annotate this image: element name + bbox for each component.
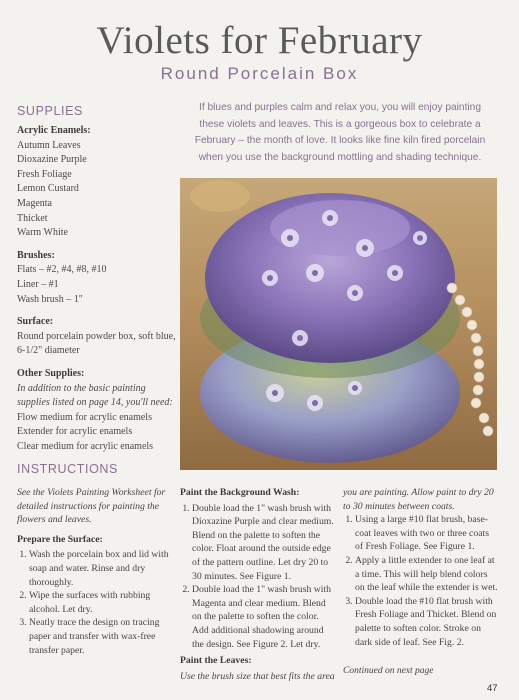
supplies-heading: SUPPLIES: [17, 104, 83, 118]
list-item: Extender for acrylic enamels: [17, 426, 133, 438]
supplies-list: [17, 124, 177, 454]
leaves-step: 1. Using a large #10 flat brush, base-coat leaves with two or three coats of Fresh Foliage. See Figure 1.: [355, 513, 498, 554]
list-item: Fresh Foliage: [17, 168, 72, 180]
other-supplies-note: In addition to the basic painting supplies listed on page 14, you'll need:: [17, 382, 173, 409]
wash-step: 1. Double load the 1" wash brush with Dioxazine Purple and clear medium. Blend on the palette to soften the color. Float around the outside edge of the pattern outline. Let dry 20 to 30 minutes. See Figure 1.: [192, 502, 335, 584]
prepare-heading: Prepare the Surface:: [17, 533, 103, 545]
brushes-heading: Brushes:: [17, 249, 55, 261]
wash-heading: Paint the Background Wash:: [180, 487, 300, 498]
list-item: Flow medium for acrylic enamels: [17, 411, 152, 423]
list-item: Flats – #2, #4, #8, #10: [17, 264, 107, 276]
list-item: Dioxazine Purple: [17, 154, 87, 166]
leaves-step: 3. Double load the #10 flat brush with Fresh Foliage and Thicket. Blend on palette to soften color. Stroke on dark side of leaf. See Fig. 2.: [355, 595, 498, 649]
page-subtitle: Round Porcelain Box: [160, 64, 359, 83]
other-supplies-heading: Other Supplies:: [17, 367, 85, 379]
list-item: Wash brush – 1": [17, 293, 83, 305]
surface-text: Round porcelain powder box, soft blue, 6-1/2" diameter: [17, 330, 176, 357]
acrylic-heading: Acrylic Enamels:: [17, 125, 91, 136]
prepare-step: 3. Neatly trace the design on tracing paper and transfer with wax-free transfer paper.: [29, 616, 169, 657]
instructions-column-2: [180, 486, 335, 651]
leaves-heading: Paint the Leaves:: [180, 655, 252, 666]
list-item: Lemon Custard: [17, 183, 79, 195]
instructions-heading: INSTRUCTIONS: [17, 462, 118, 476]
wash-step: 2. Double load the 1" wash brush with Magenta and clear medium. Blend on the palette to soften the color. Add additional shadowing around the design. See Figure 2. Let dry.: [192, 583, 335, 651]
leaves-note-continued: you are painting. Allow paint to dry 20 to 30 minutes between coats.: [343, 487, 494, 512]
page-title: Violets for February: [96, 19, 423, 62]
list-item: Magenta: [17, 197, 52, 209]
continued-note: Continued on next page: [343, 666, 434, 676]
leaves-section: [180, 654, 340, 683]
leaves-note: Use the brush size that best fits the area: [180, 670, 335, 682]
list-item: Autumn Leaves: [17, 139, 81, 151]
violet-box-illustration: [180, 178, 497, 470]
worksheet-note: See the Violets Painting Worksheet for detailed instructions for painting the flowers and leaves.: [17, 487, 166, 526]
porcelain-box-photo: [180, 178, 497, 470]
instructions-column-3: [343, 486, 498, 649]
list-item: Clear medium for acrylic enamels: [17, 440, 154, 452]
prepare-step: 2. Wipe the surfaces with rubbing alcohol. Let dry.: [29, 589, 169, 616]
leaves-step: 2. Apply a little extender to one leaf at a time. This will help blend colors on the leaf while the extender is wet.: [355, 554, 498, 595]
intro-paragraph: If blues and purples calm and relax you, you will enjoy painting these violets and leaves. This is a gorgeous box to celebrate a February – the month of love. It looks like fine kiln fired porcelain when you use the background mottling and shading technique.: [194, 102, 486, 163]
list-item: Thicket: [17, 212, 48, 224]
page-number: 47: [487, 683, 498, 694]
list-item: Warm White: [17, 227, 68, 239]
surface-heading: Surface:: [17, 316, 54, 328]
instructions-column-1: [17, 486, 169, 657]
list-item: Liner – #1: [17, 278, 59, 290]
prepare-step: 1. Wash the porcelain box and lid with soap and water. Rinse and dry thoroughly.: [29, 548, 169, 589]
